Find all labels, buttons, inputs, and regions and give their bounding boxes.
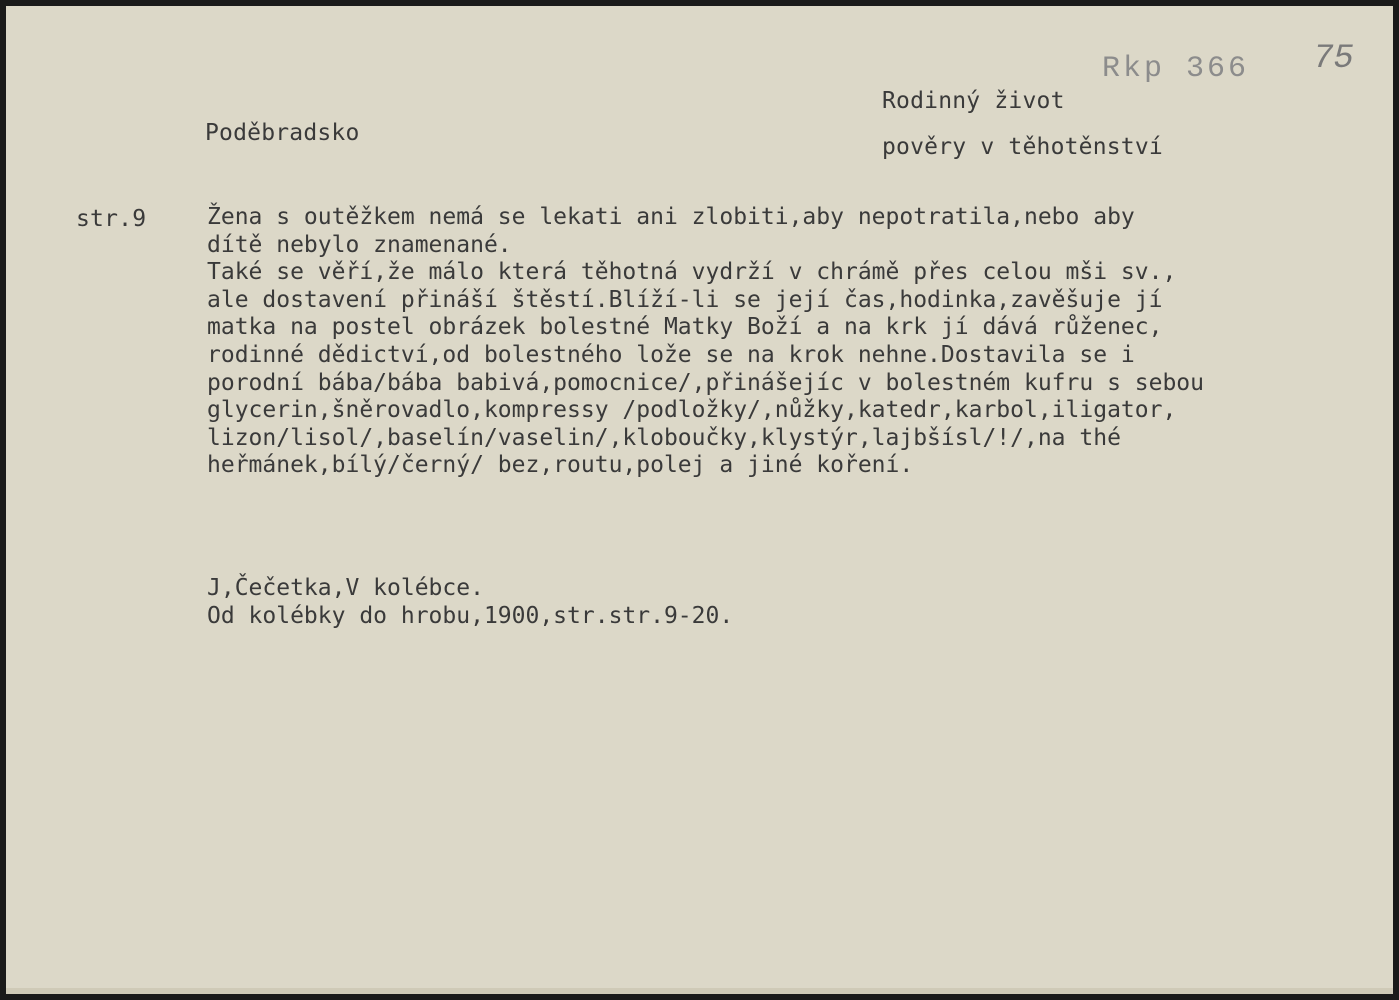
entry-line: matka na postel obrázek bolestné Matky Boží a na krk jí dává růženec, [207, 314, 1163, 341]
entry-line: Také se věří,že málo která těhotná vydrží v chrámě přes celou mši sv., [207, 259, 1177, 286]
topic-label: Rodinný život [882, 88, 1065, 114]
entry-line: lizon/lisol/,baselín/vaselin/,kloboučky,klystýr,lajbšísl/!/,na thé [207, 424, 1121, 451]
entry-line: rodinné dědictví,od bolestného lože se na krok nehne.Dostavila se i [207, 341, 1135, 368]
subtopic-label: pověry v těhotěnství [882, 134, 1163, 160]
source-line: J,Čečetka,V kolébce. [207, 575, 484, 601]
page-reference: str.9 [76, 206, 147, 232]
entry-line: porodní bába/bába babivá,pomocnice/,přinášejíc v bolestném kufru s sebou [207, 369, 1204, 396]
archive-mark: Rkp 366 [1102, 52, 1250, 86]
entry-line: ale dostavení přináší štěstí.Blíží-li se její čas,hodinka,zavěšuje jí [207, 286, 1163, 313]
entry-line: heřmánek,bílý/černý/ bez,routu,polej a jiné koření. [207, 452, 914, 479]
region-label: Poděbradsko [205, 120, 360, 146]
source-citation [207, 574, 733, 630]
card-edge [6, 988, 1393, 994]
source-line: Od kolébky do hrobu,1900,str.str.9-20. [207, 603, 734, 629]
entry-line: Žena s outěžkem nemá se lekati ani zlobiti,aby nepotratila,nebo aby [207, 204, 1135, 230]
entry-line: dítě nebylo znamenané. [207, 231, 512, 258]
entry-line: glycerin,šněrovadlo,kompressy /podložky/,nůžky,katedr,karbol,iligator, [207, 397, 1177, 424]
page-number: 75 [1313, 40, 1354, 78]
index-card [6, 6, 1393, 994]
entry-text [207, 204, 1204, 480]
